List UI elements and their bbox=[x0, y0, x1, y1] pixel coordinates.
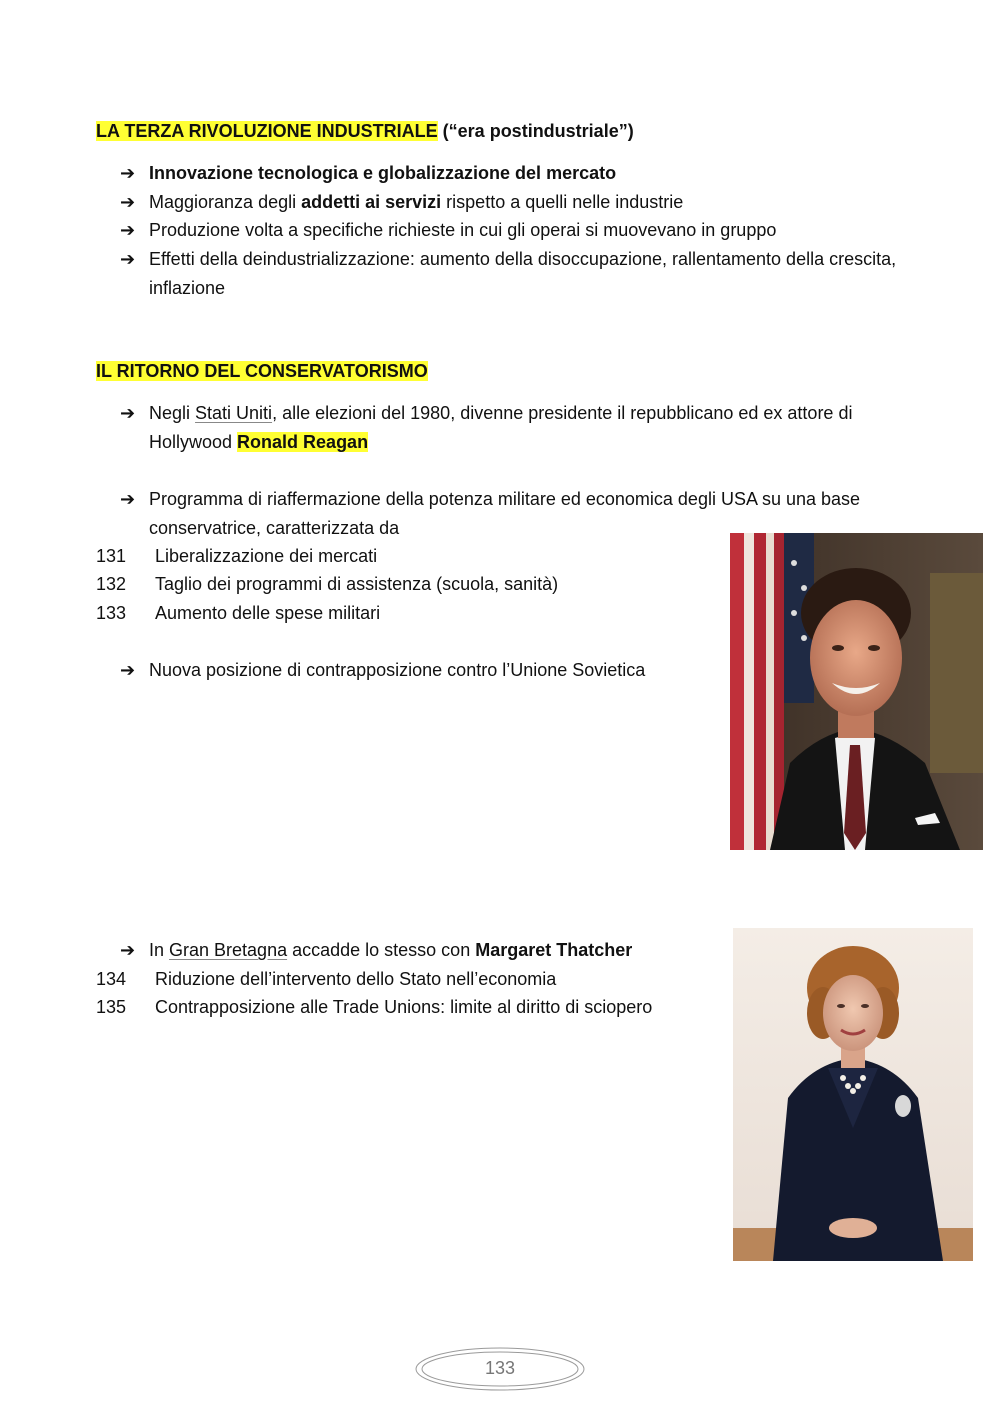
arrow-right-icon: ➔ bbox=[120, 192, 136, 212]
heading-subtitle: (“era postindustriale”) bbox=[437, 121, 634, 141]
list-number: 132 bbox=[96, 574, 127, 594]
bullet-text: Nuova posizione di contrapposizione contro l’Unione Sovietica bbox=[149, 660, 646, 680]
list-number: 133 bbox=[96, 603, 127, 623]
arrow-right-icon: ➔ bbox=[120, 940, 136, 960]
section-heading-conservatorismo bbox=[96, 359, 428, 383]
page-number-text: 133 bbox=[484, 1358, 516, 1378]
bullet-text-pre: Maggioranza degli bbox=[149, 192, 302, 212]
reagan-portrait-image bbox=[730, 533, 983, 850]
link-gran-bretagna[interactable]: Gran Bretagna bbox=[169, 940, 288, 960]
section-heading-terza-rivoluzione bbox=[96, 119, 634, 143]
list-text: Aumento delle spese militari bbox=[155, 603, 381, 623]
bullet-innovazione bbox=[120, 159, 910, 188]
list-number: 135 bbox=[96, 997, 127, 1017]
list-number: 131 bbox=[96, 546, 127, 566]
arrow-right-icon: ➔ bbox=[120, 489, 136, 509]
bullet-produzione bbox=[120, 216, 910, 245]
arrow-right-icon: ➔ bbox=[120, 249, 136, 269]
list-text: Riduzione dell’intervento dello Stato nell’economia bbox=[155, 969, 557, 989]
list-item bbox=[96, 570, 558, 599]
text-mid: , alle elezioni del 1980, divenne presidente il repubblicano ed ex attore di Hollywood bbox=[149, 403, 853, 452]
bullet-thatcher bbox=[120, 936, 700, 965]
list-item bbox=[96, 965, 556, 994]
heading-highlight: LA TERZA RIVOLUZIONE INDUSTRIALE bbox=[96, 121, 438, 141]
bullet-deindustrializzazione bbox=[120, 245, 910, 302]
list-item bbox=[96, 993, 652, 1022]
arrow-right-icon: ➔ bbox=[120, 403, 136, 423]
bullet-servizi bbox=[120, 188, 910, 217]
page-number bbox=[415, 1347, 585, 1391]
bullet-text-post: rispetto a quelli nelle industrie bbox=[441, 192, 684, 212]
list-text: Taglio dei programmi di assistenza (scuola, sanità) bbox=[155, 574, 559, 594]
bullet-text: Produzione volta a specifiche richieste in cui gli operai si muovevano in gruppo bbox=[149, 220, 777, 240]
bullet-text: Effetti della deindustrializzazione: aumento della disoccupazione, rallentamento della crescita, inflazione bbox=[149, 249, 897, 298]
name-ronald-reagan: Ronald Reagan bbox=[237, 431, 369, 452]
list-item bbox=[96, 599, 380, 628]
list-number: 134 bbox=[96, 969, 127, 989]
heading-highlight: IL RITORNO DEL CONSERVATORISMO bbox=[96, 361, 428, 381]
text-pre: Negli bbox=[149, 403, 196, 423]
bullet-text: Programma di riaffermazione della potenza militare ed economica degli USA su una base conservatrice, caratterizzata da bbox=[149, 489, 861, 538]
text-mid: accadde lo stesso con bbox=[287, 940, 476, 960]
arrow-right-icon: ➔ bbox=[120, 220, 136, 240]
arrow-right-icon: ➔ bbox=[120, 163, 136, 183]
link-stati-uniti[interactable]: Stati Uniti bbox=[195, 403, 273, 423]
arrow-right-icon: ➔ bbox=[120, 660, 136, 680]
list-text: Liberalizzazione dei mercati bbox=[155, 546, 378, 566]
list-text: Contrapposizione alle Trade Unions: limite al diritto di sciopero bbox=[155, 997, 653, 1017]
bullet-urss bbox=[120, 656, 700, 685]
list-item bbox=[96, 542, 377, 571]
name-margaret-thatcher: Margaret Thatcher bbox=[475, 940, 633, 960]
text-pre: In bbox=[149, 940, 170, 960]
thatcher-portrait-image bbox=[733, 928, 973, 1261]
bullet-text: Innovazione tecnologica e globalizzazione del mercato bbox=[149, 163, 617, 183]
bullet-text-bold: addetti ai servizi bbox=[301, 192, 442, 212]
bullet-reagan bbox=[120, 399, 910, 456]
